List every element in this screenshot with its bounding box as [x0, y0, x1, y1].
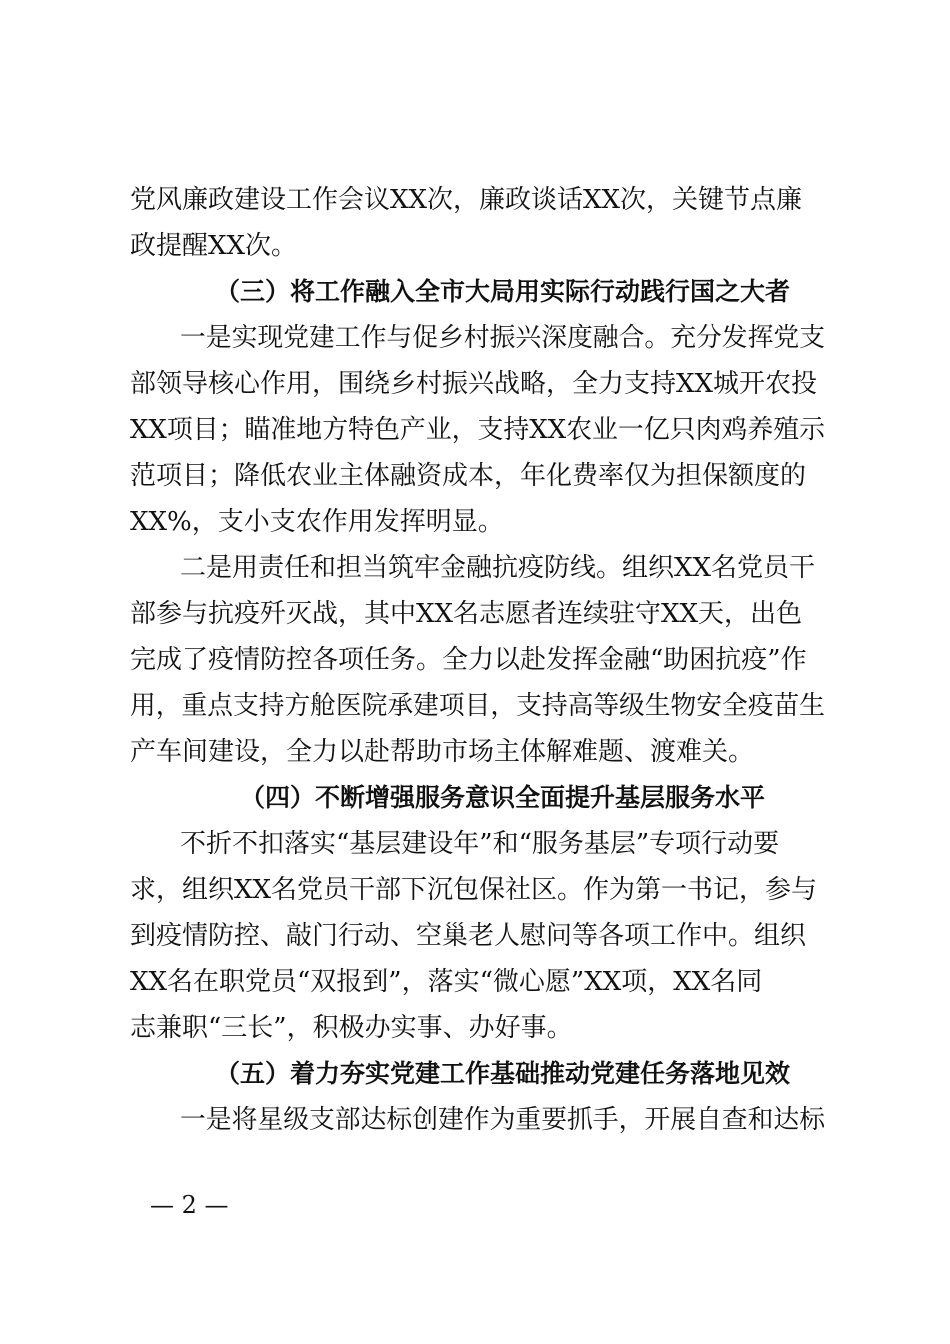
body-line	[0, 591, 950, 637]
line-text: XX项目；瞄准地方特色产业，支持XX农业一亿只肉鸡养殖示	[130, 415, 826, 445]
body-line	[0, 407, 950, 453]
line-text: 部领导核心作用，围绕乡村振兴战略，全力支持XX城开农投	[130, 369, 818, 399]
body-line	[0, 729, 950, 775]
heading-text: （四）不断增强服务意识全面提升基层服务水平	[240, 783, 766, 812]
section-heading-5	[0, 1051, 950, 1097]
body-line	[0, 683, 950, 729]
section-heading-4	[0, 775, 950, 821]
body-line	[0, 821, 950, 867]
line-text: 求，组织XX名党员干部下沉包保社区。作为第一书记，参与	[130, 875, 818, 905]
body-line	[0, 545, 950, 591]
heading-text: （三）将工作融入全市大局用实际行动践行国之大者	[215, 277, 791, 306]
line-text: 不折不扣落实“基层建设年”和“服务基层”专项行动要	[180, 829, 780, 859]
line-text: XX名在职党员“双报到”，落实“微心愿”XX项，XX名同	[130, 967, 763, 997]
line-text: XX%，支小支农作用发挥明显。	[130, 507, 504, 537]
heading-text: （五）着力夯实党建工作基础推动党建任务落地见效	[215, 1059, 791, 1088]
line-text: 产车间建设，全力以赴帮助市场主体解难题、渡难关。	[130, 737, 755, 767]
line-text: 党风廉政建设工作会议XX次，廉政谈话XX次，关键节点廉	[130, 185, 803, 215]
line-text: 完成了疫情防控各项任务。全力以赴发挥金融“助困抗疫”作	[130, 645, 807, 675]
body-line	[0, 315, 950, 361]
line-text: 到疫情防控、敲门行动、空巢老人慰问等各项工作中。组织	[130, 921, 807, 951]
body-line	[0, 223, 950, 269]
body-line	[0, 361, 950, 407]
line-text: 政提醒XX次。	[130, 231, 298, 261]
body-line	[0, 637, 950, 683]
page-number: — 2 —	[150, 1191, 229, 1219]
line-text: 一是实现党建工作与促乡村振兴深度融合。充分发挥党支	[180, 323, 826, 353]
line-text: 二是用责任和担当筑牢金融抗疫防线。组织XX名党员干	[180, 553, 816, 583]
body-line	[0, 959, 950, 1005]
body-line	[0, 453, 950, 499]
body-line	[0, 867, 950, 913]
body-line	[0, 499, 950, 545]
section-heading-3	[0, 269, 950, 315]
line-text: 一是将星级支部达标创建作为重要抓手，开展自查和达标	[180, 1105, 826, 1135]
body-line	[0, 913, 950, 959]
line-text: 部参与抗疫歼灭战，其中XX名志愿者连续驻守XX天，出色	[130, 599, 803, 629]
body-line	[0, 177, 950, 223]
line-text: 用，重点支持方舱医院承建项目，支持高等级生物安全疫苗生	[130, 691, 825, 721]
line-text: 志兼职“三长”，积极办实事、办好事。	[130, 1013, 573, 1043]
line-text: 范项目；降低农业主体融资成本，年化费率仅为担保额度的	[130, 461, 807, 491]
body-line	[0, 1097, 950, 1143]
body-line	[0, 1005, 950, 1051]
